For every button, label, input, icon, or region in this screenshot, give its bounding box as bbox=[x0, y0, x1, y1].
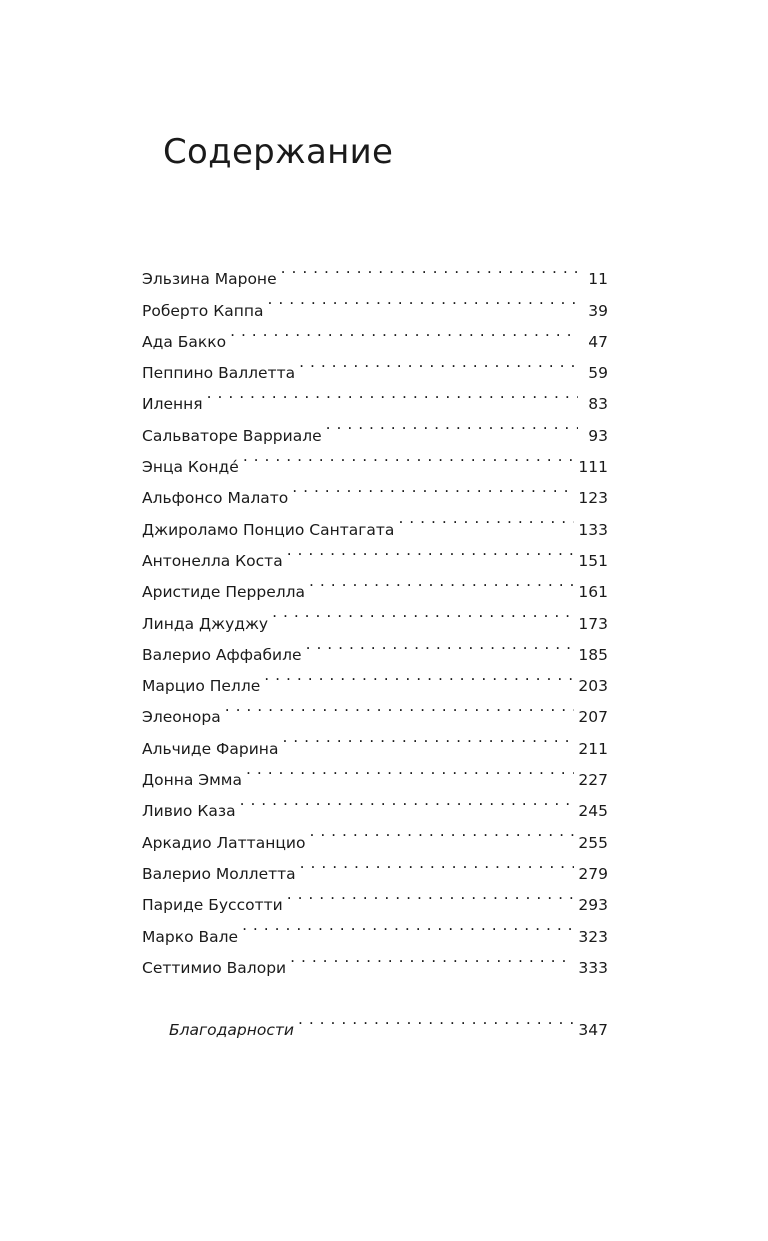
toc-entry bbox=[142, 409, 608, 445]
dot-leader bbox=[326, 409, 578, 440]
toc-entry bbox=[142, 253, 608, 289]
dot-leader bbox=[243, 441, 575, 472]
entry-page: 173 bbox=[578, 614, 608, 633]
entry-page: 111 bbox=[578, 458, 608, 477]
dot-leader bbox=[207, 378, 578, 409]
entry-name: Валерио Моллетта bbox=[142, 864, 296, 883]
entry-page: 185 bbox=[578, 645, 608, 664]
entry-page: 83 bbox=[588, 395, 608, 414]
dot-leader bbox=[309, 566, 574, 597]
page-title: Содержание bbox=[163, 132, 394, 172]
dot-leader bbox=[230, 316, 578, 347]
dot-leader bbox=[292, 472, 574, 503]
entry-page: 151 bbox=[578, 551, 608, 570]
entry-name: Илення bbox=[142, 395, 203, 414]
dot-leader bbox=[246, 754, 574, 785]
dot-leader bbox=[287, 879, 575, 910]
entry-page: 211 bbox=[578, 739, 608, 758]
entry-name: Марко Вале bbox=[142, 927, 239, 946]
entry-name: Эльзина Мароне bbox=[142, 270, 277, 289]
acknowledgements-label: Благодарности bbox=[169, 1021, 294, 1040]
dot-leader bbox=[300, 848, 575, 879]
dot-leader bbox=[264, 660, 574, 691]
entry-page: 293 bbox=[578, 896, 608, 915]
entry-name: Сеттимио Валори bbox=[142, 958, 287, 977]
dot-leader bbox=[309, 816, 574, 847]
dot-leader bbox=[242, 910, 574, 941]
entry-page: 245 bbox=[578, 802, 608, 821]
entry-name: Альчиде Фарина bbox=[142, 739, 279, 758]
entry-name: Джироламо Понцио Сантагата bbox=[142, 520, 395, 539]
dot-leader bbox=[298, 1004, 574, 1035]
entry-name: Пеппино Валлетта bbox=[142, 364, 296, 383]
dot-leader bbox=[267, 284, 578, 315]
dot-leader bbox=[282, 722, 574, 753]
entry-page: 207 bbox=[578, 708, 608, 727]
entry-name: Ливио Каза bbox=[142, 802, 236, 821]
entry-page: 11 bbox=[588, 270, 608, 289]
entry-page: 255 bbox=[578, 833, 608, 852]
dot-leader bbox=[272, 597, 574, 628]
entry-page: 133 bbox=[578, 520, 608, 539]
entry-name: Энца Конде́ bbox=[142, 458, 239, 477]
entry-name: Линда Джуджу bbox=[142, 614, 269, 633]
dot-leader bbox=[398, 503, 574, 534]
entry-name: Элеонора bbox=[142, 708, 221, 727]
dot-leader bbox=[287, 535, 575, 566]
dot-leader bbox=[240, 785, 575, 816]
entry-name: Сальваторе Варриале bbox=[142, 426, 322, 445]
entry-name: Донна Эмма bbox=[142, 771, 242, 790]
entry-page: 47 bbox=[588, 332, 608, 351]
entry-name: Париде Буссотти bbox=[142, 896, 283, 915]
entry-page: 161 bbox=[578, 583, 608, 602]
dot-leader bbox=[225, 691, 575, 722]
dot-leader bbox=[299, 347, 578, 378]
entry-page: 39 bbox=[588, 301, 608, 320]
entry-name: Аристиде Перрелла bbox=[142, 583, 306, 602]
entry-name: Аркадио Латтанцио bbox=[142, 833, 306, 852]
dot-leader bbox=[281, 253, 578, 284]
entry-page: 323 bbox=[578, 927, 608, 946]
dot-leader bbox=[290, 942, 574, 973]
entry-name: Ада Бакко bbox=[142, 332, 227, 351]
entry-name: Марцио Пелле bbox=[142, 677, 261, 696]
entry-page: 93 bbox=[588, 426, 608, 445]
toc-entry-acknowledgements bbox=[169, 1004, 608, 1046]
entry-page: 279 bbox=[578, 864, 608, 883]
entry-page: 203 bbox=[578, 677, 608, 696]
dot-leader bbox=[306, 629, 575, 660]
entry-page: 227 bbox=[578, 771, 608, 790]
entry-name: Роберто Каппа bbox=[142, 301, 264, 320]
entry-name: Антонелла Коста bbox=[142, 551, 283, 570]
entry-name: Валерио Аффабиле bbox=[142, 645, 302, 664]
table-of-contents bbox=[142, 253, 608, 977]
entry-name: Альфонсо Малато bbox=[142, 489, 289, 508]
entry-page: 59 bbox=[588, 364, 608, 383]
toc-entry bbox=[142, 378, 608, 414]
entry-page: 123 bbox=[578, 489, 608, 508]
entry-page: 333 bbox=[578, 958, 608, 977]
acknowledgements-page: 347 bbox=[578, 1021, 608, 1040]
